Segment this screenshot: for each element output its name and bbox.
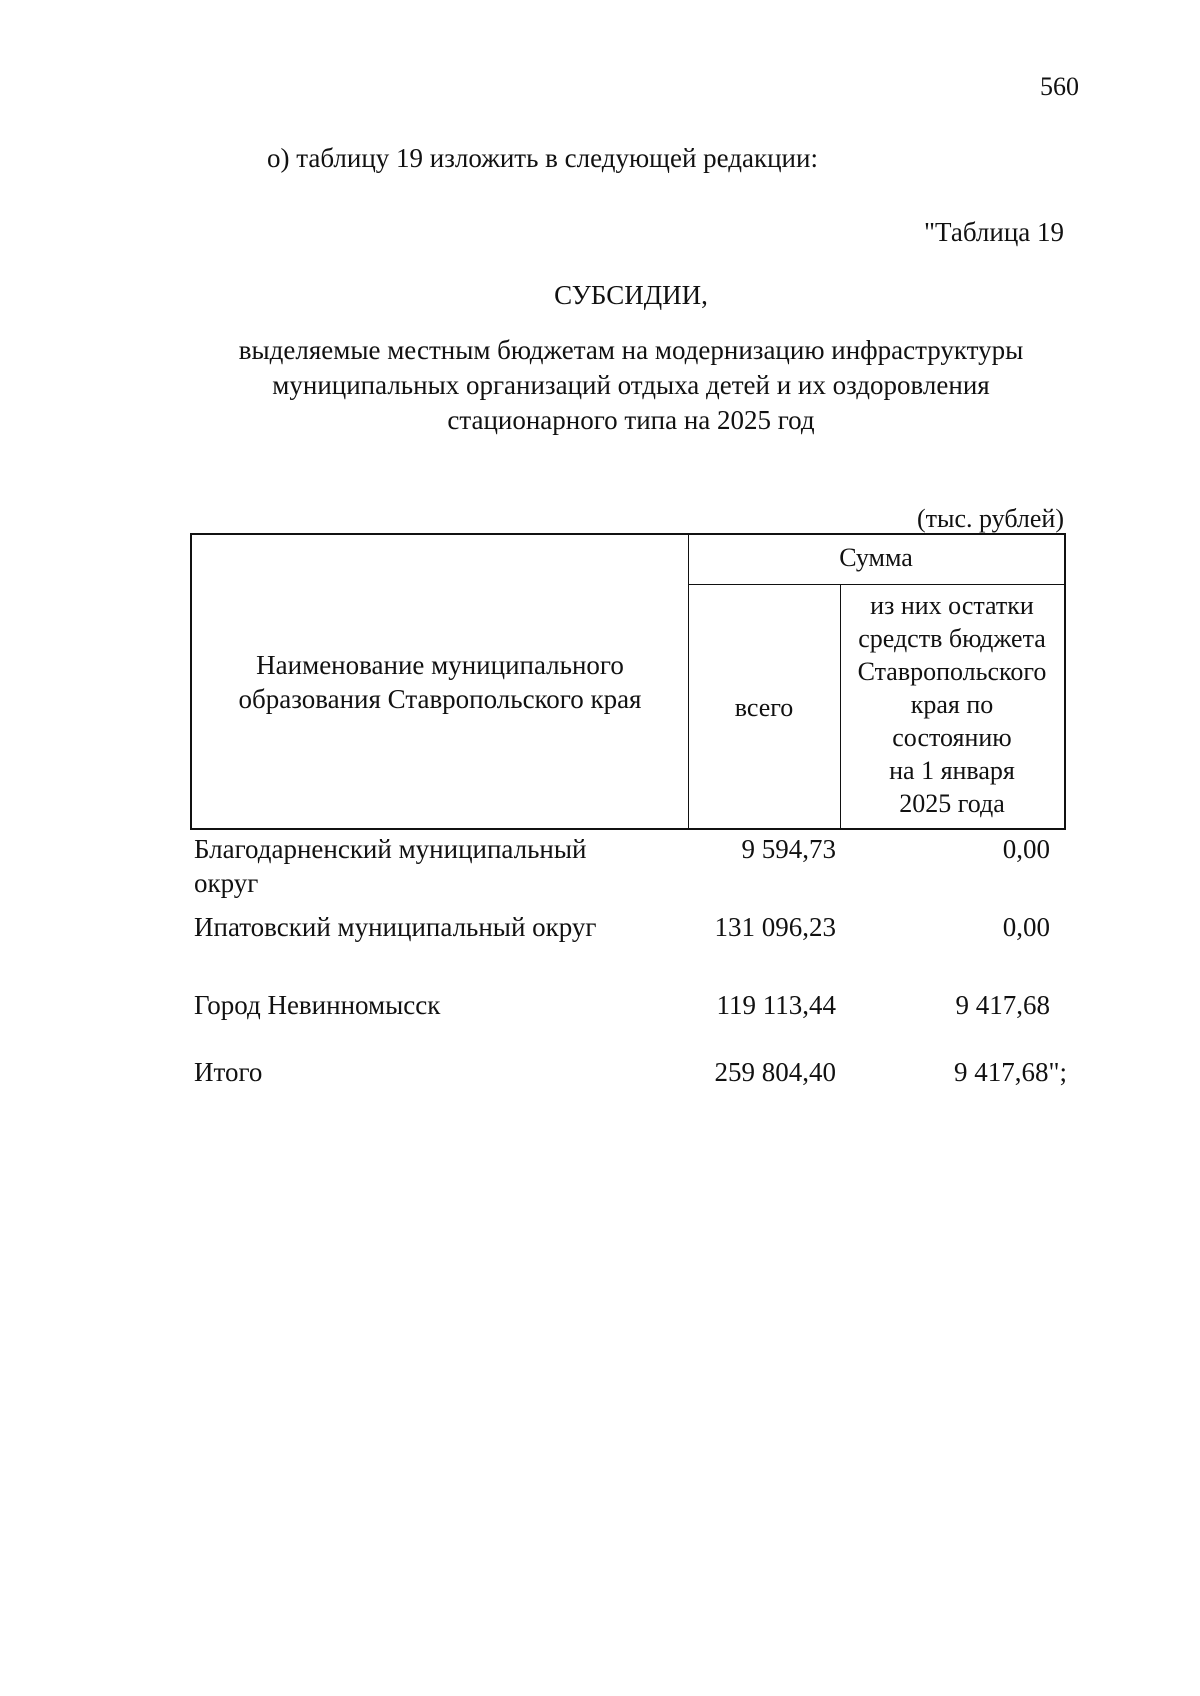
header-name: Наименование муниципального образования Ставропольского края xyxy=(238,650,642,714)
row-total: 9 594,73 xyxy=(741,834,836,864)
header-total: всего xyxy=(734,693,794,722)
units-label: (тыс. рублей) xyxy=(916,504,1064,533)
column-divider xyxy=(688,535,689,828)
row-name: Благодарненский муниципальный xyxy=(194,834,587,864)
row-total: 131 096,23 xyxy=(714,912,836,942)
document-subtitle: выделяемые местным бюджетам на модернизацию инфраструктуры муниципальных организаций отдыха детей и их оздоровления стационарного типа на 2025 год xyxy=(238,335,1024,435)
row-name: Ипатовский муниципальный округ xyxy=(194,912,597,942)
row-name: Город Невинномысск xyxy=(194,990,441,1020)
header-divider xyxy=(688,584,1064,585)
table-header xyxy=(190,533,1066,830)
row-name-continued: округ xyxy=(194,868,259,898)
document-title: СУБСИДИИ, xyxy=(554,280,708,310)
header-sum: Сумма xyxy=(839,543,913,572)
row-total: 119 113,44 xyxy=(716,990,836,1020)
page-number: 560 xyxy=(1040,72,1079,101)
row-remainder: 0,00 xyxy=(1002,912,1050,942)
table-label: "Таблица 19 xyxy=(924,217,1064,247)
intro-paragraph: о) таблицу 19 изложить в следующей редакции: xyxy=(267,143,818,173)
header-remainder: из них остатки средств бюджета Ставропольского края по состоянию на 1 января 2025 года xyxy=(857,591,1047,818)
total-value: 259 804,40 xyxy=(714,1057,836,1087)
row-remainder: 0,00 xyxy=(1002,834,1050,864)
total-label: Итого xyxy=(194,1057,263,1087)
total-remainder: 9 417,68"; xyxy=(953,1057,1067,1087)
row-remainder: 9 417,68 xyxy=(955,990,1050,1020)
